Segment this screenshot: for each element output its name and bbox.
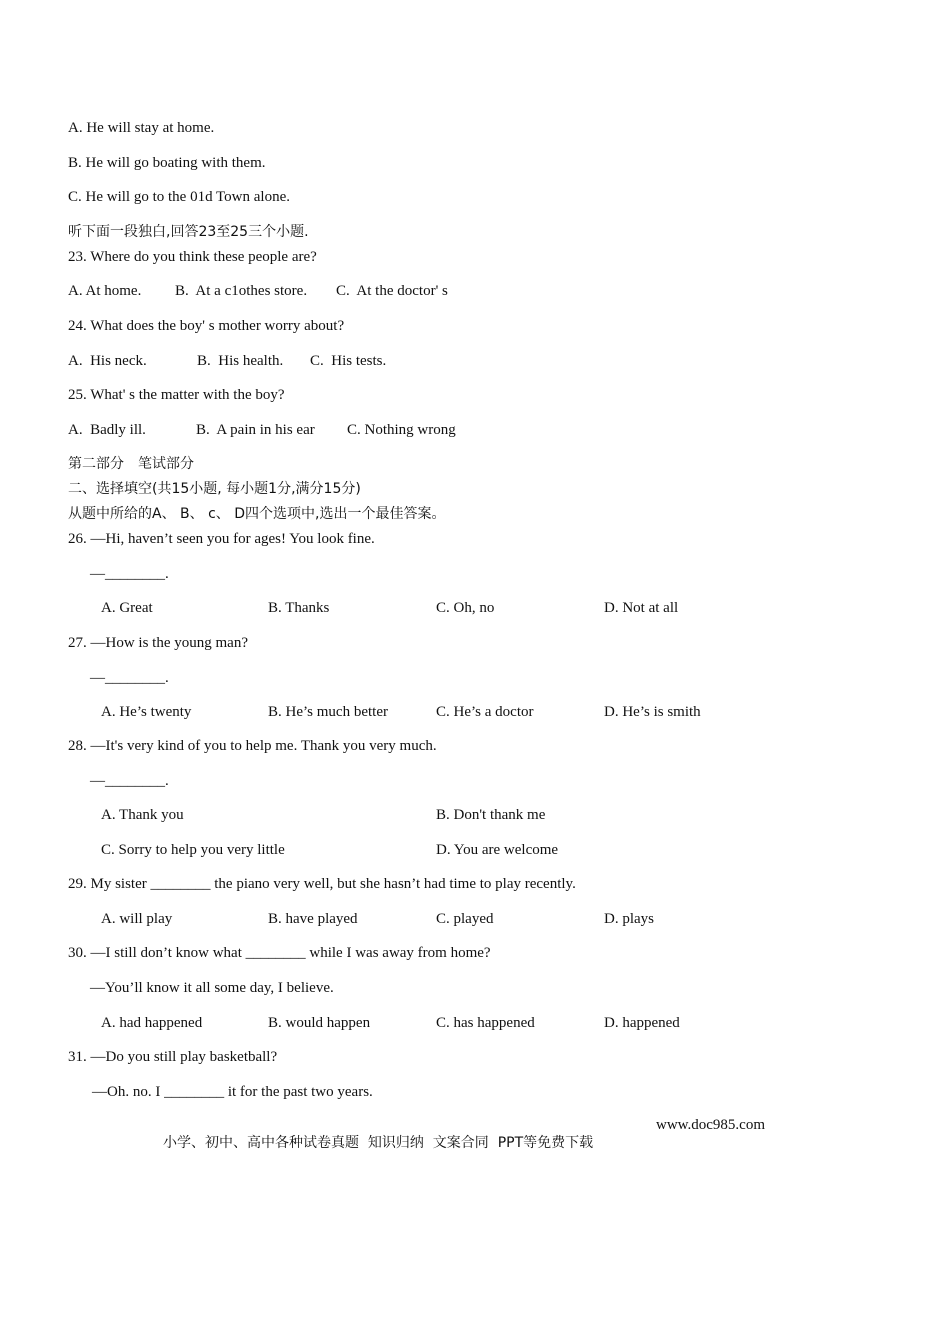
q28-option-a: A. Thank you xyxy=(101,807,184,823)
q29-option-b: B. have played xyxy=(268,911,358,927)
q27-option-d: D. He’s is smith xyxy=(604,704,701,720)
q23-option-c: C. At the doctor' s xyxy=(336,283,448,299)
q23-option-a: A. At home. xyxy=(68,283,142,299)
q29-option-d: D. plays xyxy=(604,911,654,927)
q26-stem: 26. —Hi, haven’t seen you for ages! You look fine. xyxy=(68,531,375,547)
q25-option-c: C. Nothing wrong xyxy=(347,422,456,438)
q25-stem: 25. What' s the matter with the boy? xyxy=(68,387,285,403)
q29-stem: 29. My sister ________ the piano very well, but she hasn’t had time to play recently. xyxy=(68,876,576,892)
section2-title: 二、选择填空(共15小题, 每小题1分,满分15分) xyxy=(68,481,361,497)
q23-stem: 23. Where do you think these people are? xyxy=(68,249,317,265)
q28-option-b: B. Don't thank me xyxy=(436,807,546,823)
footer-text: 小学、初中、高中各种试卷真题 知识归纳 文案合同 PPT等免费下载 xyxy=(163,1135,594,1151)
footer-site-link[interactable]: www.doc985.com xyxy=(656,1117,766,1133)
q30-option-d: D. happened xyxy=(604,1015,680,1031)
q30-option-c: C. has happened xyxy=(436,1015,535,1031)
q27-stem: 27. —How is the young man? xyxy=(68,635,248,651)
q28-reply: —________. xyxy=(90,773,169,789)
q26-option-d: D. Not at all xyxy=(604,600,679,616)
q28-option-c: C. Sorry to help you very little xyxy=(101,842,285,858)
q29-option-a: A. will play xyxy=(101,911,173,927)
q22-option-b: B. He will go boating with them. xyxy=(68,155,266,171)
part2-title: 第二部分 笔试部分 xyxy=(68,456,194,472)
q27-option-c: C. He’s a doctor xyxy=(436,704,534,720)
section2-instruction: 从题中所给的A、 B、 c、 D四个选项中,选出一个最佳答案。 xyxy=(68,506,446,522)
q29-option-c: C. played xyxy=(436,911,494,927)
q26-reply: —________. xyxy=(90,566,169,582)
q22-option-c: C. He will go to the 01d Town alone. xyxy=(68,189,290,205)
q26-option-c: C. Oh, no xyxy=(436,600,495,616)
q27-reply: —________. xyxy=(90,670,169,686)
q28-option-d: D. You are welcome xyxy=(436,842,559,858)
q28-stem: 28. —It's very kind of you to help me. Thank you very much. xyxy=(68,738,437,754)
q22-option-a: A. He will stay at home. xyxy=(68,120,215,136)
q25-option-a: A. Badly ill. xyxy=(68,422,146,438)
q23-option-b: B. At a c1othes store. xyxy=(175,283,308,299)
listening-monologue-instruction: 听下面一段独白,回答23至25三个小题. xyxy=(68,224,309,240)
q30-stem: 30. —I still don’t know what ________ while I was away from home? xyxy=(68,945,491,961)
q24-option-c: C. His tests. xyxy=(310,353,387,369)
q26-option-b: B. Thanks xyxy=(268,600,330,616)
q24-stem: 24. What does the boy' s mother worry about? xyxy=(68,318,345,334)
q30-option-a: A. had happened xyxy=(101,1015,203,1031)
q31-stem: 31. —Do you still play basketball? xyxy=(68,1049,278,1065)
q27-option-a: A. He’s twenty xyxy=(101,704,192,720)
q30-reply: —You’ll know it all some day, I believe. xyxy=(90,980,334,996)
q27-option-b: B. He’s much better xyxy=(268,704,388,720)
q25-option-b: B. A pain in his ear xyxy=(196,422,315,438)
q30-option-b: B. would happen xyxy=(268,1015,371,1031)
page-footer xyxy=(148,1116,766,1188)
q31-reply: —Oh. no. I ________ it for the past two years. xyxy=(92,1084,373,1100)
q26-option-a: A. Great xyxy=(101,600,153,616)
q24-option-a: A. His neck. xyxy=(68,353,147,369)
q24-option-b: B. His health. xyxy=(197,353,284,369)
